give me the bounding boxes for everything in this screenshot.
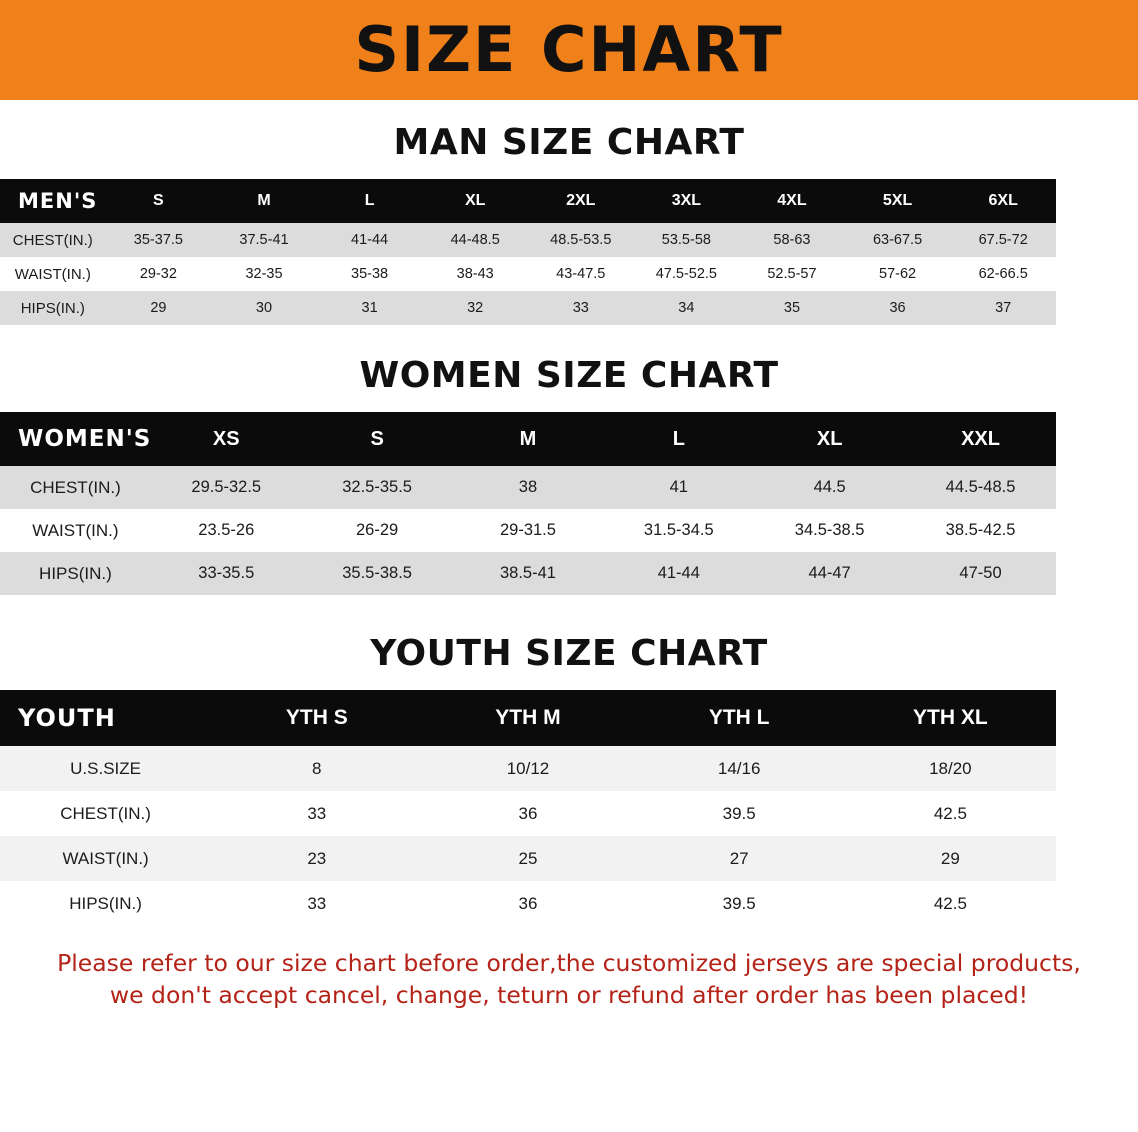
man-row-0-col-5: 53.5-58 [661, 232, 711, 248]
man-row-1-col-7: 57-62 [879, 266, 917, 282]
youth-row-1-col-1: 36 [518, 803, 538, 823]
youth-size-table-wrap [0, 690, 1138, 926]
man-size-col-5: 3XL [671, 192, 702, 209]
women-section-heading: WOMEN SIZE CHART [359, 355, 779, 396]
table-header-row [0, 179, 1056, 223]
man-row-2-col-2: 31 [361, 300, 378, 316]
youth-row-3-label: HIPS(IN.) [69, 893, 142, 913]
man-size-col-7: 5XL [882, 192, 913, 209]
man-row-0-col-7: 63-67.5 [872, 232, 923, 248]
man-size-col-3: XL [464, 192, 486, 209]
table-row [0, 291, 1056, 325]
women-row-2-col-0: 33-35.5 [198, 564, 255, 582]
women-row-1-col-1: 26-29 [356, 521, 399, 539]
youth-row-0-col-1: 10/12 [506, 758, 550, 778]
women-size-col-2: M [519, 427, 537, 450]
man-row-1-col-4: 43-47.5 [556, 266, 606, 282]
man-row-1-col-0: 29-32 [139, 266, 177, 282]
women-row-0-col-3: 41 [669, 478, 688, 496]
man-section-heading: MAN SIZE CHART [393, 122, 745, 163]
youth-row-3-col-3: 42.5 [933, 893, 967, 913]
women-size-col-5: XXL [961, 427, 1000, 450]
youth-size-col-1: YTH M [495, 706, 561, 729]
table-header-row [0, 690, 1056, 746]
man-size-col-2: L [364, 192, 375, 209]
women-row-1-label: WAIST(IN.) [32, 520, 119, 540]
women-row-2-col-5: 47-50 [959, 564, 1002, 582]
women-row-1-col-4: 34.5-38.5 [794, 521, 865, 539]
man-row-0-col-4: 48.5-53.5 [550, 232, 612, 248]
youth-row-3-col-0: 33 [307, 893, 327, 913]
man-row-1-col-2: 35-38 [351, 266, 389, 282]
man-row-2-col-1: 30 [255, 300, 273, 316]
man-row-0-col-3: 44-48.5 [450, 232, 500, 248]
youth-size-table [0, 690, 1056, 926]
table-row [0, 552, 1056, 595]
women-row-2-col-4: 44-47 [808, 564, 851, 582]
youth-size-col-0: YTH S [285, 706, 348, 729]
man-size-col-1: M [257, 192, 271, 209]
table-header-row [0, 412, 1056, 466]
man-row-1-col-3: 38-43 [456, 266, 494, 282]
women-row-0-col-5: 44.5-48.5 [945, 478, 1016, 496]
women-row-2-col-3: 41-44 [657, 564, 700, 582]
youth-row-2-col-3: 29 [940, 848, 960, 868]
table-row [0, 223, 1056, 257]
man-row-2-col-4: 33 [572, 300, 589, 316]
youth-row-1-col-2: 39.5 [722, 803, 756, 823]
women-header-label: WOMEN'S [18, 426, 152, 452]
page-title: SIZE CHART [354, 13, 784, 86]
youth-row-1-col-3: 42.5 [933, 803, 967, 823]
women-row-1-col-3: 31.5-34.5 [643, 521, 714, 539]
man-row-2-col-7: 36 [889, 300, 906, 316]
youth-header-label: YOUTH [18, 704, 116, 732]
table-row [0, 746, 1056, 791]
women-row-0-col-4: 44.5 [813, 478, 846, 496]
women-size-col-0: XS [212, 427, 240, 450]
women-row-0-col-1: 32.5-35.5 [342, 478, 412, 496]
man-size-col-6: 4XL [777, 192, 807, 209]
women-size-col-4: XL [816, 427, 843, 450]
man-size-table-wrap [0, 179, 1138, 325]
table-row [0, 509, 1056, 552]
table-row [0, 881, 1056, 926]
youth-section-heading: YOUTH SIZE CHART [370, 633, 768, 674]
youth-row-2-col-0: 23 [307, 848, 327, 868]
table-row [0, 791, 1056, 836]
youth-row-1-col-0: 33 [307, 803, 327, 823]
women-row-2-col-1: 35.5-38.5 [342, 564, 412, 582]
women-row-1-col-5: 38.5-42.5 [945, 521, 1016, 539]
man-row-1-col-1: 32-35 [245, 266, 283, 282]
women-row-2-label: HIPS(IN.) [39, 563, 112, 583]
man-row-0-label: CHEST(IN.) [12, 231, 93, 249]
youth-row-0-label: U.S.SIZE [70, 758, 142, 778]
women-row-1-col-0: 23.5-26 [198, 521, 255, 539]
women-size-col-1: S [370, 427, 384, 450]
man-row-0-col-0: 35-37.5 [133, 232, 183, 248]
order-policy-note-line-2: we don't accept cancel, change, teturn or refund after order has been placed! [109, 980, 1029, 1009]
man-row-0-col-6: 58-63 [773, 232, 811, 248]
man-size-col-8: 6XL [988, 192, 1018, 209]
table-row [0, 836, 1056, 881]
youth-row-2-col-1: 25 [518, 848, 538, 868]
man-row-1-col-8: 62-66.5 [978, 266, 1028, 282]
women-row-0-col-0: 29.5-32.5 [191, 478, 262, 496]
man-row-0-col-2: 41-44 [351, 232, 389, 248]
man-row-2-col-0: 29 [150, 300, 167, 316]
man-row-2-col-6: 35 [783, 300, 801, 316]
women-row-2-col-2: 38.5-41 [499, 564, 556, 582]
women-row-1-col-2: 29-31.5 [499, 521, 556, 539]
women-row-0-label: CHEST(IN.) [30, 477, 121, 497]
order-policy-note-line-1: Please refer to our size chart before order,the customized jerseys are special products, [57, 949, 1081, 977]
youth-row-2-col-2: 27 [729, 848, 749, 868]
youth-size-col-3: YTH XL [913, 706, 988, 729]
women-row-0-col-2: 38 [518, 478, 538, 496]
man-row-2-col-5: 34 [678, 300, 695, 316]
man-header-label: MEN'S [18, 189, 98, 213]
youth-row-3-col-2: 39.5 [722, 893, 756, 913]
youth-row-1-label: CHEST(IN.) [60, 803, 151, 823]
man-row-0-col-8: 67.5-72 [978, 232, 1028, 248]
youth-row-2-label: WAIST(IN.) [62, 848, 149, 868]
man-size-col-0: S [153, 192, 164, 209]
youth-row-0-col-2: 14/16 [717, 758, 761, 778]
table-row [0, 257, 1056, 291]
man-row-2-col-8: 37 [995, 300, 1012, 316]
women-size-table-wrap [0, 412, 1138, 595]
man-row-2-label: HIPS(IN.) [20, 299, 85, 317]
youth-row-0-col-3: 18/20 [929, 758, 972, 778]
youth-size-col-2: YTH L [708, 706, 770, 729]
man-row-1-label: WAIST(IN.) [14, 265, 91, 283]
man-size-col-4: 2XL [566, 192, 596, 209]
man-row-1-col-6: 52.5-57 [767, 266, 817, 282]
man-row-1-col-5: 47.5-52.5 [655, 266, 717, 282]
page-banner [0, 0, 1138, 100]
youth-row-0-col-0: 8 [312, 758, 322, 778]
women-size-col-3: L [672, 427, 685, 450]
man-size-table [0, 179, 1056, 325]
women-size-table [0, 412, 1056, 595]
man-row-0-col-1: 37.5-41 [239, 232, 289, 248]
youth-row-3-col-1: 36 [518, 893, 538, 913]
order-policy-note [36, 948, 1102, 1011]
man-row-2-col-3: 32 [467, 300, 484, 316]
table-row [0, 466, 1056, 509]
